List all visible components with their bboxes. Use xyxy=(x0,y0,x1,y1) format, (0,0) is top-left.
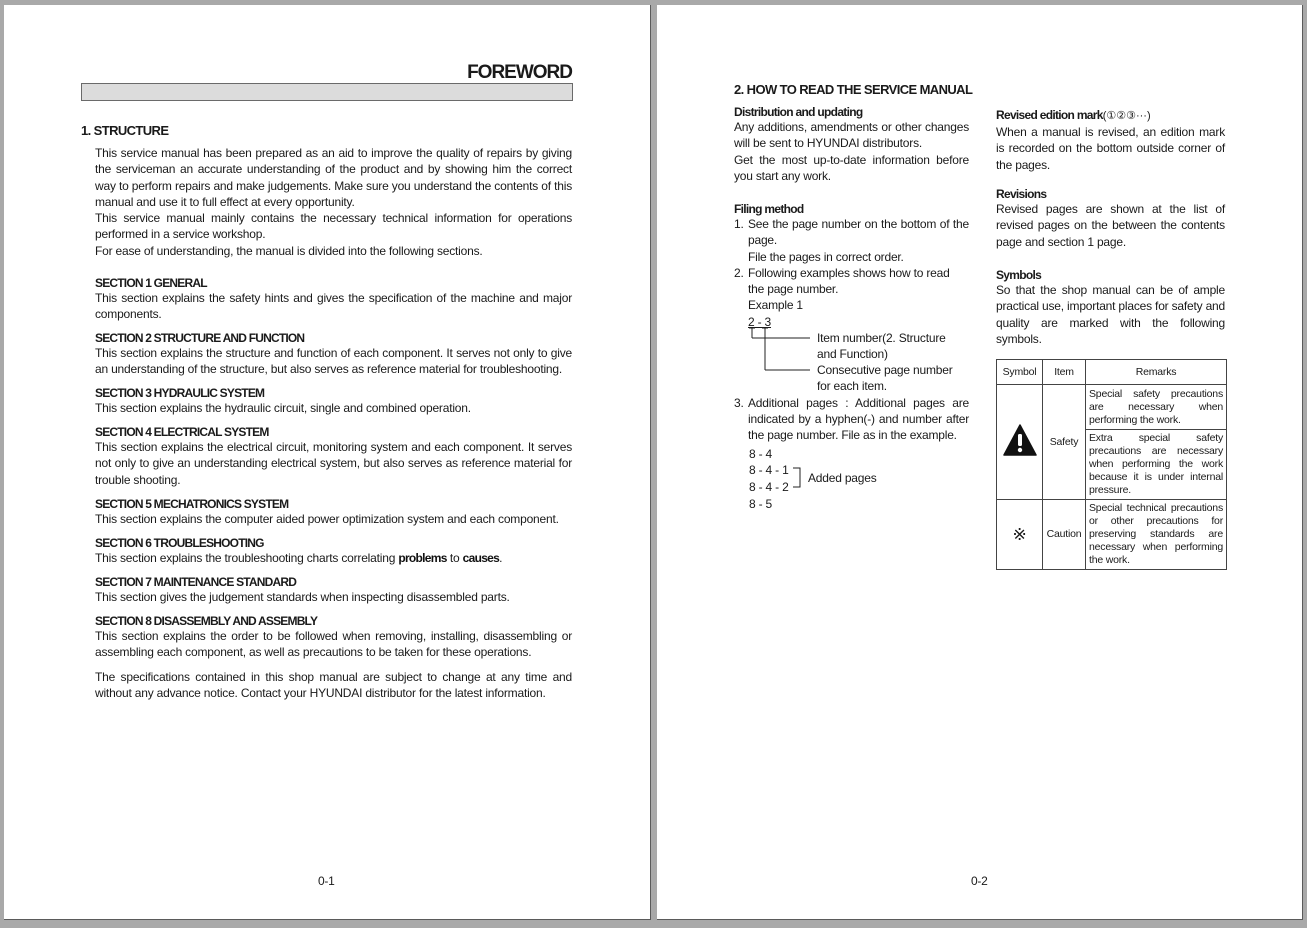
distribution-text: Get the most up-to-date information before you start any work. xyxy=(734,152,969,183)
revisions-text: Revised pages are shown at the list of revised pages on the between the contents page and section 1 page. xyxy=(996,202,1225,249)
section-title: SECTION 3 HYDRAULIC SYSTEM xyxy=(95,386,265,400)
added-pages-label: Added pages xyxy=(808,470,877,485)
reference-mark-icon: ※ xyxy=(997,500,1043,570)
section-text: This section explains the structure and function of each component. It serves not only to give an understanding of the structure, but also serves as reference material for troubleshooting. xyxy=(95,346,572,377)
section-text: This section explains the computer aided power optimization system and each component. xyxy=(95,512,559,526)
filing-item-1 xyxy=(734,216,969,265)
symbols-block xyxy=(996,268,1225,347)
structure-heading: 1. STRUCTURE xyxy=(81,123,169,138)
intro-paragraph: For ease of understanding, the manual is divided into the following sections. xyxy=(95,243,483,258)
intro-paragraph: This service manual has been prepared as an aid to improve the quality of repairs by giving the serviceman an accurate understanding of the product and by showing him the correct way to perform repairs and make judgements. Make sure you understand the contents of this manual and use it to full effect at every opportunity. xyxy=(95,146,572,209)
filing-block xyxy=(734,202,969,516)
page-number: 0-2 xyxy=(971,874,988,888)
list-number: 1. xyxy=(734,217,744,231)
text-run: . xyxy=(499,551,503,565)
section-text: This section explains the electrical circuit, monitoring system and each component. It serves not only to give an understanding electrical system, but also serves as reference material for trouble shooting. xyxy=(95,440,572,487)
item-number-label: Item number(2. Structure and Function) xyxy=(817,330,946,362)
revised-mark-label: Revised edition mark xyxy=(996,108,1103,122)
list-text: Following examples shows how to read the page number. xyxy=(748,265,950,297)
filing-title: Filing method xyxy=(734,202,804,216)
list-number: 3. xyxy=(734,395,744,410)
section-title: SECTION 6 TROUBLESHOOTING xyxy=(95,536,264,550)
how-to-read-heading: 2. HOW TO READ THE SERVICE MANUAL xyxy=(734,82,973,97)
symbols-title: Symbols xyxy=(996,268,1042,282)
section-1 xyxy=(95,276,572,323)
section-text: This section explains the safety hints and gives the specification of the machine and major components. xyxy=(95,291,572,322)
example-code: 2 - 3 xyxy=(748,314,772,329)
list-text: Additional pages : Additional pages are indicated by a hyphen(-) and number after the page number. File as in the example. xyxy=(748,395,969,443)
distribution-text: Any additions, amendments or other changes will be sent to HYUNDAI distributors. xyxy=(734,120,969,151)
section-5 xyxy=(95,497,572,527)
section-7 xyxy=(95,575,572,605)
section-title: SECTION 4 ELECTRICAL SYSTEM xyxy=(95,425,269,439)
filing-item-2 xyxy=(734,265,954,314)
table-row xyxy=(997,500,1227,570)
remarks-cell: Special safety precautions are necessary when performing the work. xyxy=(1086,385,1227,430)
emphasis-causes: causes xyxy=(462,551,500,565)
section-2 xyxy=(95,331,572,378)
intro-paragraph: This service manual mainly contains the necessary technical information for operations performed in a service workshop. xyxy=(95,211,572,242)
section-title: SECTION 2 STRUCTURE AND FUNCTION xyxy=(95,331,305,345)
section-title: SECTION 5 MECHATRONICS SYSTEM xyxy=(95,497,289,511)
page-example: 8 - 4 - 2 xyxy=(749,479,789,494)
section-text: This section gives the judgement standards when inspecting disassembled parts. xyxy=(95,590,510,604)
revised-mark-block xyxy=(996,106,1225,173)
closing-text: The specifications contained in this shop manual are subject to change at any time and without any advance notice. Contact your HYUNDAI distributor for the latest information. xyxy=(95,670,572,701)
section-title: SECTION 7 MAINTENANCE STANDARD xyxy=(95,575,297,589)
header-symbol: Symbol xyxy=(997,360,1043,385)
example-1-diagram xyxy=(734,314,969,395)
section-text: This section explains the order to be followed when removing, installing, disassembling or assembling each component, as well as precautions to be taken for these operations. xyxy=(95,629,572,660)
header-remarks: Remarks xyxy=(1086,360,1227,385)
filing-item-3 xyxy=(734,395,969,444)
section-title: SECTION 8 DISASSEMBLY AND ASSEMBLY xyxy=(95,614,318,628)
page-example: 8 - 4 xyxy=(749,446,773,461)
table-row xyxy=(997,385,1227,430)
warning-triangle-icon xyxy=(1003,424,1037,456)
page-0-2 xyxy=(657,5,1303,920)
header-item: Item xyxy=(1043,360,1086,385)
section-text xyxy=(95,550,572,566)
section-text: This section explains the hydraulic circuit, single and combined operation. xyxy=(95,401,471,415)
symbols-text: So that the shop manual can be of ample practical use, important places for safety and quality are marked with the following symbols. xyxy=(996,283,1225,346)
remarks-cell: Special technical precautions or other precautions for preserving standards are necessary when performing the work. xyxy=(1086,500,1227,570)
symbol-table xyxy=(996,359,1227,570)
revised-mark-title xyxy=(996,106,1225,124)
remarks-cell: Extra special safety precautions are necessary when performing the work because it is under internal pressure. xyxy=(1086,430,1227,500)
revisions-block xyxy=(996,187,1225,250)
intro-text xyxy=(95,145,572,259)
distribution-block xyxy=(734,105,969,184)
item-cell: Safety xyxy=(1043,385,1086,500)
page-0-1 xyxy=(4,5,651,920)
section-6 xyxy=(95,536,572,566)
list-text: File the pages in correct order. xyxy=(748,249,904,264)
page-example: 8 - 5 xyxy=(749,496,773,511)
item-cell: Caution xyxy=(1043,500,1086,570)
section-title: SECTION 1 GENERAL xyxy=(95,276,207,290)
edition-mark-symbols: (①②③···) xyxy=(1102,110,1151,122)
list-text: Example 1 xyxy=(748,298,803,313)
page-example: 8 - 4 - 1 xyxy=(749,462,789,477)
example-2-pages xyxy=(734,446,969,516)
distribution-title: Distribution and updating xyxy=(734,105,863,119)
page-number: 0-1 xyxy=(318,874,335,888)
section-8 xyxy=(95,614,572,661)
page-number-label: Consecutive page number for each item. xyxy=(817,362,953,394)
connector-lines xyxy=(734,314,824,374)
symbol-cell xyxy=(997,385,1043,500)
section-3 xyxy=(95,386,572,416)
title-bar xyxy=(81,83,573,101)
revised-mark-text: When a manual is revised, an edition mark is recorded on the bottom outside corner of the pages. xyxy=(996,125,1225,172)
revisions-title: Revisions xyxy=(996,187,1047,201)
page-title: FOREWORD xyxy=(467,62,572,83)
emphasis-problems: problems xyxy=(398,551,447,565)
bracket-icon xyxy=(790,466,806,490)
table-header-row xyxy=(997,360,1227,385)
text-run: This section explains the troubleshooting charts correlating xyxy=(95,551,399,565)
list-number: 2. xyxy=(734,265,744,280)
list-text: See the page number on the bottom of the page. xyxy=(748,217,969,248)
text-run: to xyxy=(446,551,463,565)
section-4 xyxy=(95,425,572,488)
